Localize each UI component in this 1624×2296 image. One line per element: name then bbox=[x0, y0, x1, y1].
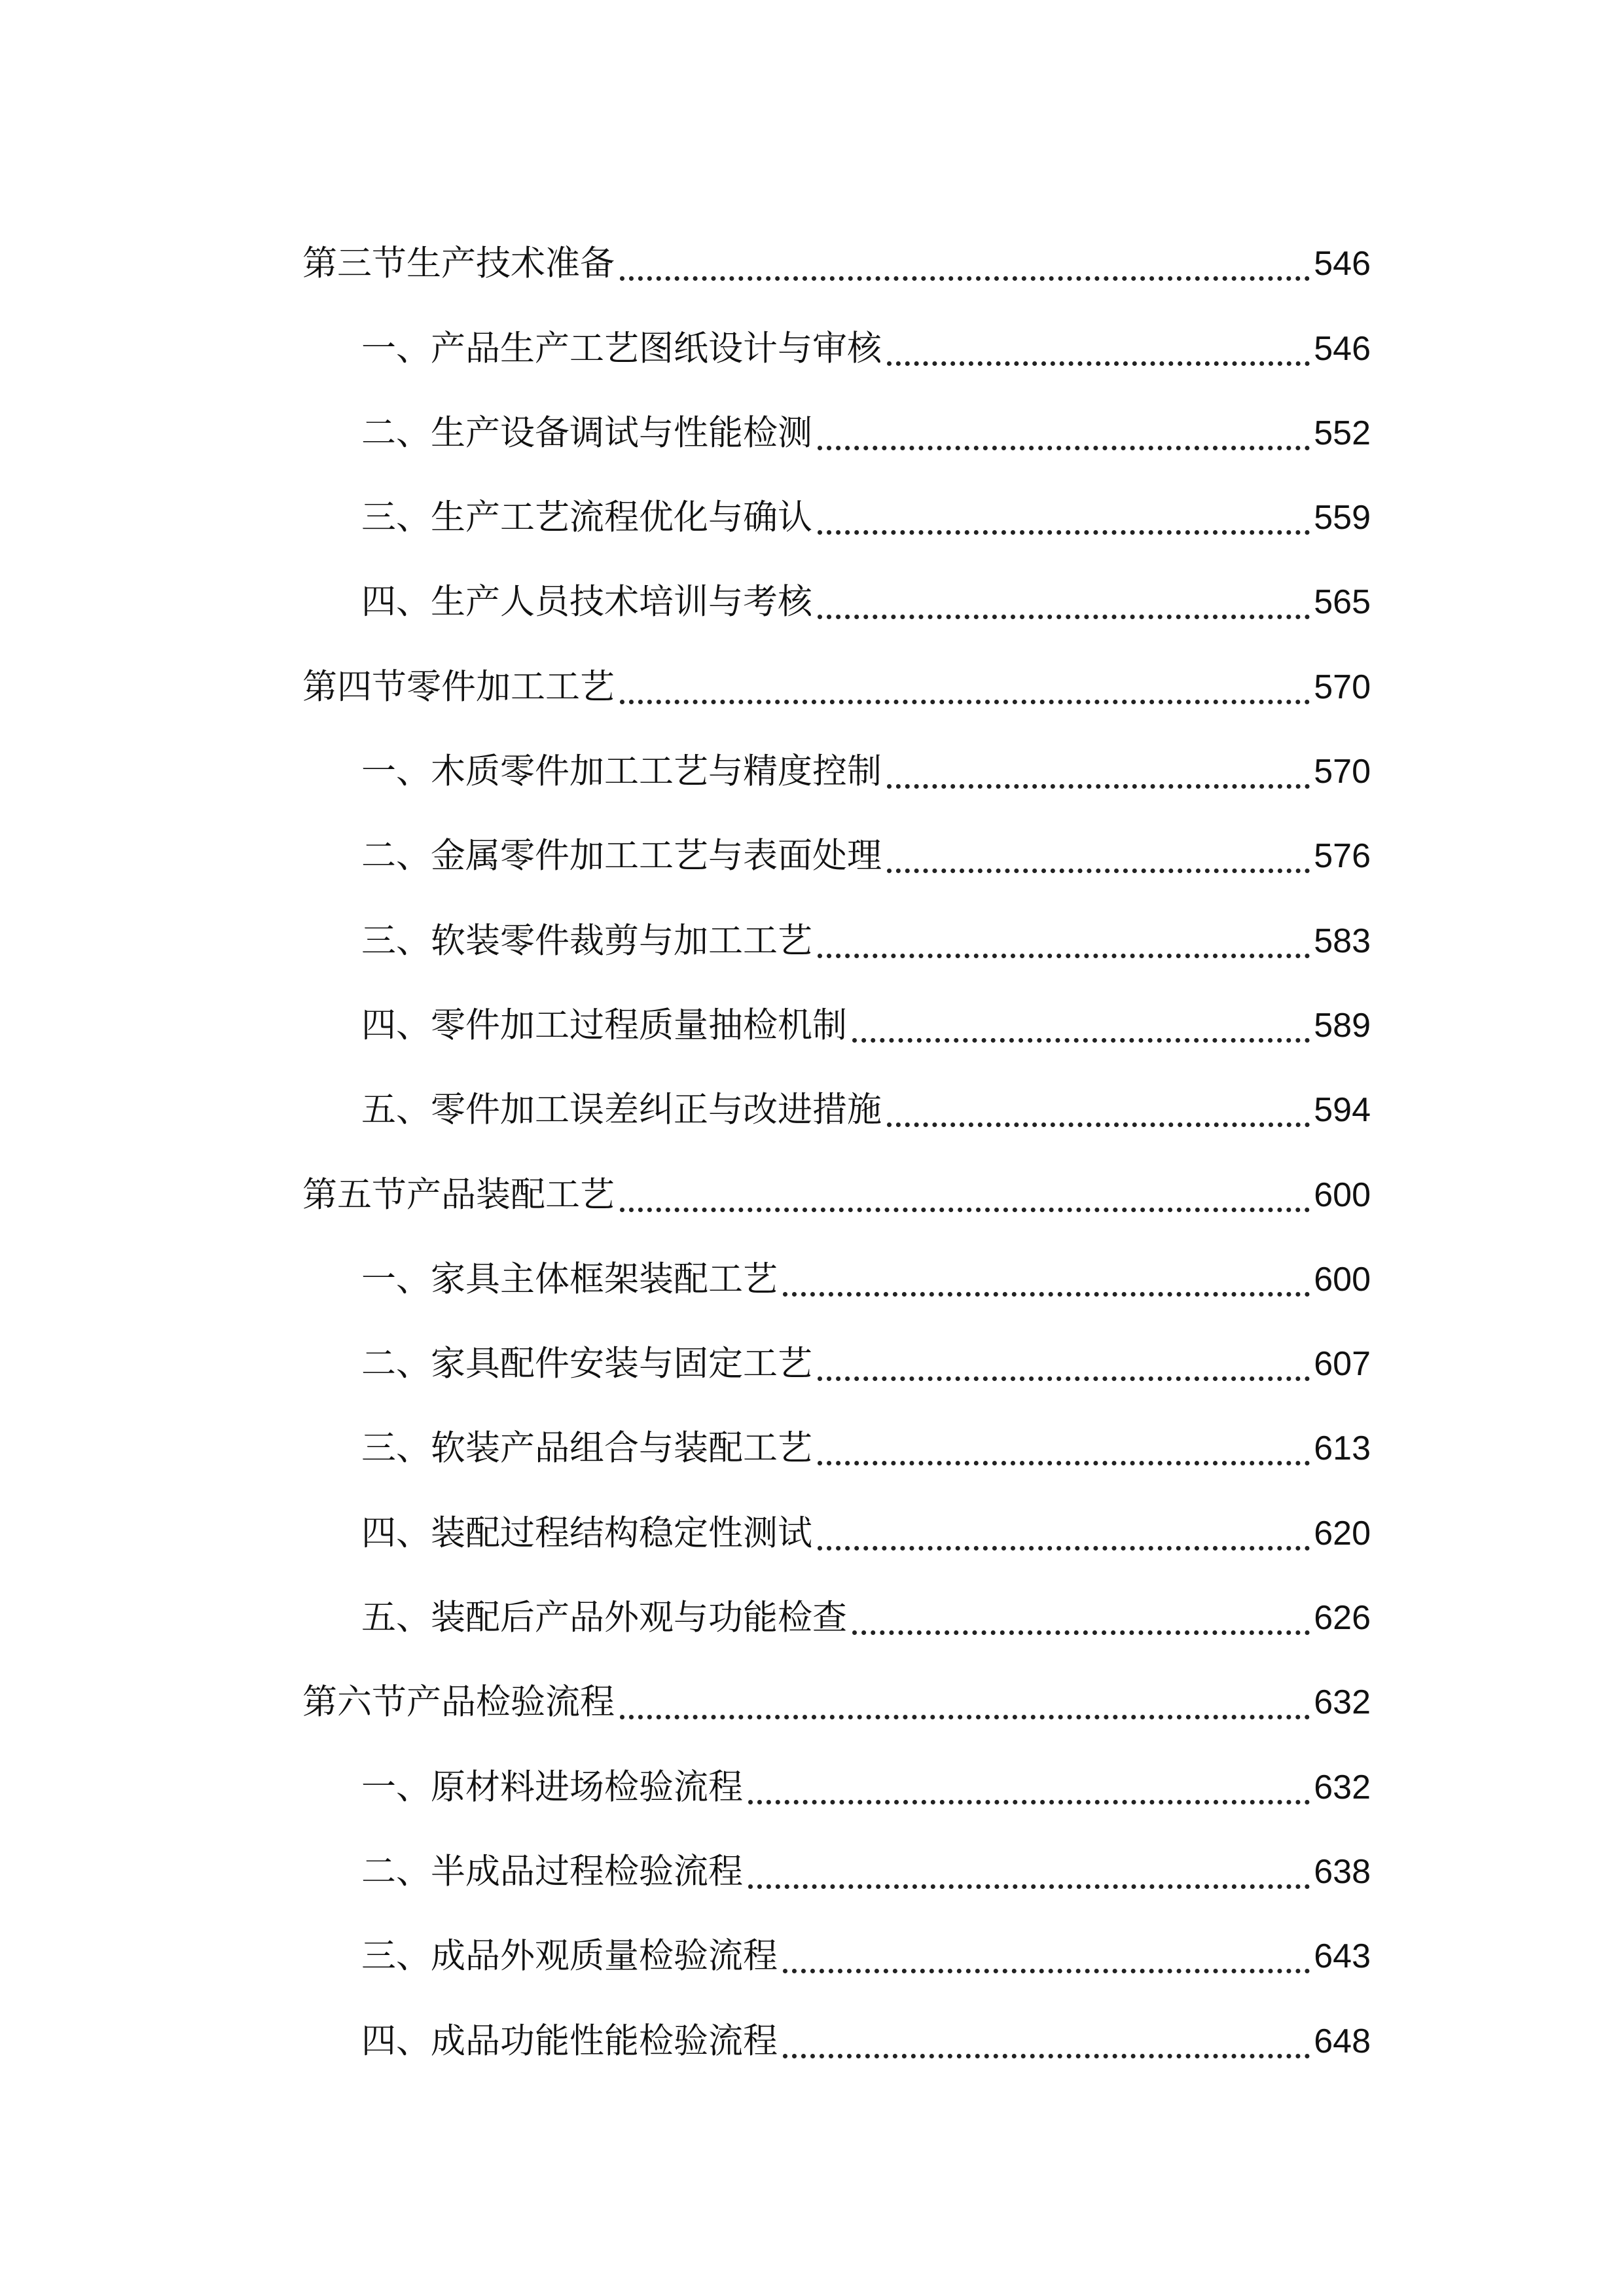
toc-section-entry[interactable] bbox=[302, 1136, 1371, 1221]
toc-subsection-entry[interactable] bbox=[302, 1898, 1371, 1982]
toc-entry-page-number: 643 bbox=[1314, 1937, 1371, 1976]
toc-subsection-entry[interactable] bbox=[302, 713, 1371, 798]
toc-entry-title: 五、零件加工误差纠正与改进措施 bbox=[361, 1090, 882, 1130]
toc-entry-title: 二、生产设备调试与性能检测 bbox=[361, 412, 812, 453]
toc-subsection-entry[interactable] bbox=[302, 1390, 1371, 1475]
toc-section-entry[interactable] bbox=[302, 206, 1371, 290]
toc-entry-title: 第三节生产技术准备 bbox=[302, 243, 615, 284]
toc-entry-title: 四、生产人员技术培训与考核 bbox=[361, 582, 812, 622]
toc-subsection-entry[interactable] bbox=[302, 1814, 1371, 1898]
toc-dot-leader bbox=[887, 784, 1310, 789]
toc-entry-title: 四、成品功能性能检验流程 bbox=[361, 2020, 778, 2061]
toc-entry-page-number: 559 bbox=[1314, 499, 1371, 537]
toc-dot-leader bbox=[818, 530, 1310, 535]
toc-dot-leader bbox=[852, 1038, 1310, 1043]
toc-entry-page-number: 626 bbox=[1314, 1599, 1371, 1638]
toc-section-entry[interactable] bbox=[302, 1644, 1371, 1729]
toc-entry-page-number: 552 bbox=[1314, 414, 1371, 452]
toc-subsection-entry[interactable] bbox=[302, 1221, 1371, 1306]
toc-entry-title: 四、装配过程结构稳定性测试 bbox=[361, 1513, 812, 1553]
toc-subsection-entry[interactable] bbox=[302, 1052, 1371, 1136]
toc-subsection-entry[interactable] bbox=[302, 1306, 1371, 1390]
toc-entry-title: 三、生产工艺流程优化与确认 bbox=[361, 497, 812, 538]
toc-entry-page-number: 570 bbox=[1314, 753, 1371, 791]
toc-subsection-entry[interactable] bbox=[302, 544, 1371, 628]
toc-entry-page-number: 546 bbox=[1314, 245, 1371, 283]
toc-dot-leader bbox=[818, 1376, 1310, 1381]
toc-entry-title: 一、家具主体框架装配工艺 bbox=[361, 1259, 778, 1299]
toc-dot-leader bbox=[852, 1630, 1310, 1635]
toc-dot-leader bbox=[818, 954, 1310, 958]
toc-section-entry[interactable] bbox=[302, 628, 1371, 713]
toc-dot-leader bbox=[818, 1461, 1310, 1465]
toc-entry-title: 二、金属零件加工工艺与表面处理 bbox=[361, 836, 882, 876]
toc-subsection-entry[interactable] bbox=[302, 1475, 1371, 1559]
toc-dot-leader bbox=[887, 361, 1310, 366]
toc-entry-page-number: 594 bbox=[1314, 1091, 1371, 1130]
toc-dot-leader bbox=[818, 615, 1310, 619]
toc-entry-title: 三、软装产品组合与装配工艺 bbox=[361, 1428, 812, 1469]
toc-dot-leader bbox=[748, 1884, 1310, 1889]
toc-dot-leader bbox=[620, 1208, 1310, 1212]
toc-entry-title: 三、成品外观质量检验流程 bbox=[361, 1936, 778, 1977]
toc-entry-title: 三、软装零件裁剪与加工工艺 bbox=[361, 920, 812, 961]
toc-subsection-entry[interactable] bbox=[302, 459, 1371, 544]
toc-entry-page-number: 589 bbox=[1314, 1006, 1371, 1045]
toc-subsection-entry[interactable] bbox=[302, 290, 1371, 374]
toc-entry-page-number: 546 bbox=[1314, 329, 1371, 368]
toc-entry-title: 一、木质零件加工工艺与精度控制 bbox=[361, 751, 882, 792]
toc-dot-leader bbox=[620, 700, 1310, 704]
toc-subsection-entry[interactable] bbox=[302, 1560, 1371, 1644]
toc-entry-title: 第五节产品装配工艺 bbox=[302, 1174, 615, 1215]
toc-subsection-entry[interactable] bbox=[302, 375, 1371, 459]
toc-entry-title: 四、零件加工过程质量抽检机制 bbox=[361, 1005, 847, 1045]
toc-dot-leader bbox=[818, 1546, 1310, 1551]
toc-entry-title: 第六节产品检验流程 bbox=[302, 1682, 615, 1723]
toc-entry-page-number: 600 bbox=[1314, 1175, 1371, 1214]
toc-entry-page-number: 613 bbox=[1314, 1429, 1371, 1468]
toc-dot-leader bbox=[620, 1715, 1310, 1719]
toc-entry-page-number: 570 bbox=[1314, 668, 1371, 706]
toc-dot-leader bbox=[783, 1292, 1310, 1297]
toc-entry-title: 第四节零件加工工艺 bbox=[302, 666, 615, 707]
toc-dot-leader bbox=[620, 276, 1310, 281]
toc-subsection-entry[interactable] bbox=[302, 798, 1371, 882]
toc-entry-page-number: 638 bbox=[1314, 1852, 1371, 1891]
toc-dot-leader bbox=[748, 1800, 1310, 1804]
toc-subsection-entry[interactable] bbox=[302, 1982, 1371, 2067]
toc-entry-title: 一、产品生产工艺图纸设计与审核 bbox=[361, 328, 882, 368]
toc-entry-page-number: 632 bbox=[1314, 1768, 1371, 1806]
toc-entry-title: 二、半成品过程检验流程 bbox=[361, 1851, 743, 1892]
toc-dot-leader bbox=[818, 446, 1310, 450]
toc-entry-page-number: 583 bbox=[1314, 922, 1371, 960]
toc-dot-leader bbox=[783, 1969, 1310, 1973]
toc-entry-page-number: 576 bbox=[1314, 837, 1371, 876]
toc-entry-title: 一、原材料进场检验流程 bbox=[361, 1767, 743, 1807]
toc-entry-page-number: 648 bbox=[1314, 2022, 1371, 2060]
toc-subsection-entry[interactable] bbox=[302, 1729, 1371, 1813]
toc-entry-title: 二、家具配件安装与固定工艺 bbox=[361, 1344, 812, 1384]
toc-entry-page-number: 600 bbox=[1314, 1260, 1371, 1299]
toc-entry-page-number: 565 bbox=[1314, 583, 1371, 622]
table-of-contents bbox=[302, 206, 1371, 2068]
toc-entry-page-number: 620 bbox=[1314, 1514, 1371, 1552]
toc-entry-page-number: 632 bbox=[1314, 1683, 1371, 1722]
toc-subsection-entry[interactable] bbox=[302, 967, 1371, 1052]
toc-subsection-entry[interactable] bbox=[302, 882, 1371, 967]
toc-dot-leader bbox=[887, 1122, 1310, 1127]
toc-entry-page-number: 607 bbox=[1314, 1345, 1371, 1384]
toc-dot-leader bbox=[783, 2054, 1310, 2058]
toc-dot-leader bbox=[887, 869, 1310, 873]
toc-entry-title: 五、装配后产品外观与功能检查 bbox=[361, 1598, 847, 1638]
